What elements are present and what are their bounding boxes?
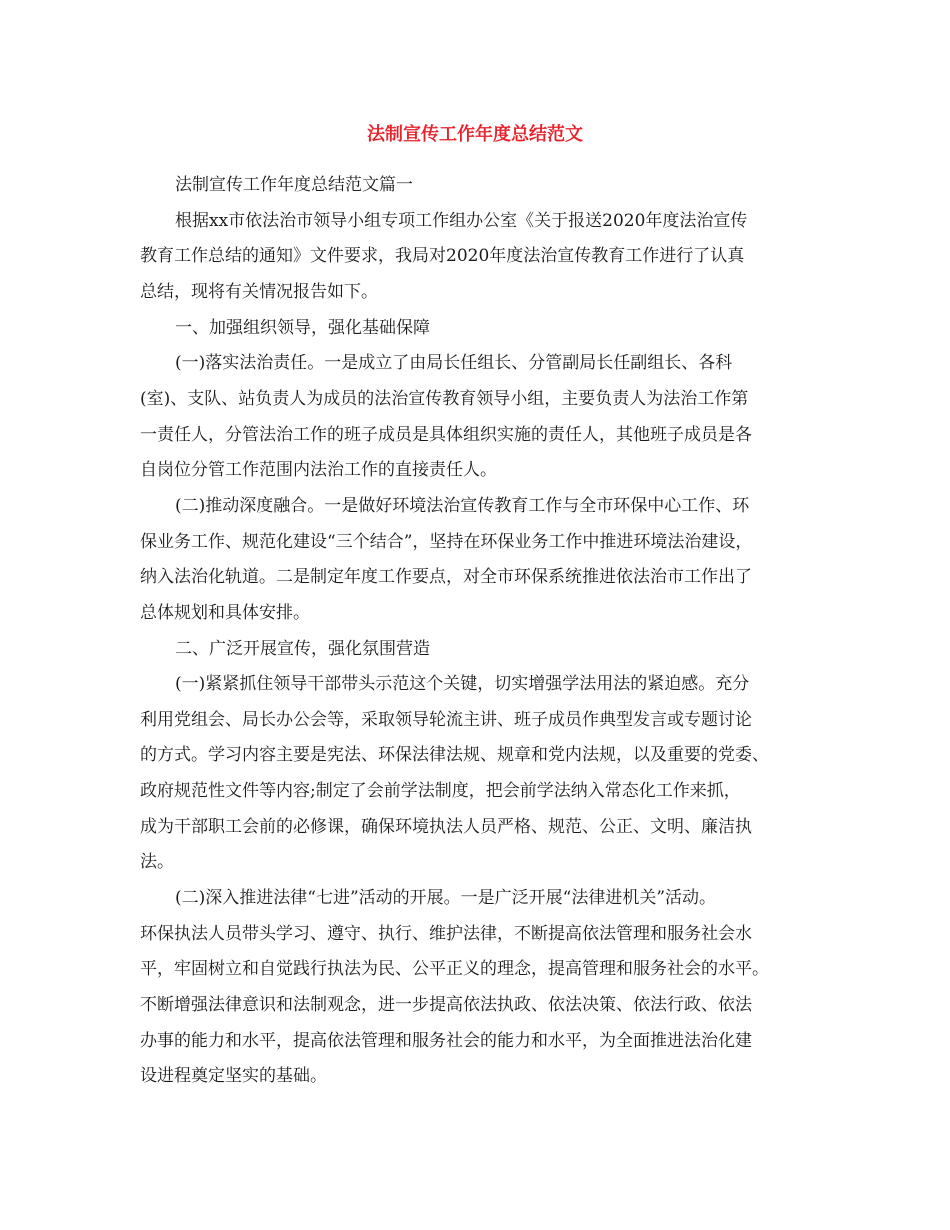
section-heading: 一、加强组织领导，强化基础保障	[175, 318, 430, 338]
paragraph-line: 一责任人，分管法治工作的班子成员是具体组织实施的责任人，其他班子成员是各	[140, 425, 752, 445]
paragraph-line: 教育工作总结的通知》文件要求，我局对2020年度法治宣传教育工作进行了认真	[140, 246, 745, 266]
paragraph-line: (室)、支队、站负责人为成员的法治宣传教育领导小组，主要负责人为法治工作第	[140, 389, 749, 409]
paragraph-line: (一)落实法治责任。一是成立了由局长任组长、分管副局长任副组长、各科	[175, 353, 733, 373]
paragraph-line: 法制宣传工作年度总结范文篇一	[175, 175, 413, 195]
paragraph-line: 设进程奠定坚实的基础。	[140, 1066, 327, 1086]
document-title: 法制宣传工作年度总结范文	[367, 124, 583, 145]
paragraph-line: 成为干部职工会前的必修课，确保环境执法人员严格、规范、公正、文明、廉洁执	[140, 817, 752, 837]
paragraph-line: 政府规范性文件等内容;制定了会前学法制度，把会前学法纳入常态化工作来抓，	[140, 781, 741, 801]
paragraph-line: (二)深入推进法律“七进”活动的开展。一是广泛开展“法律进机关”活动。	[175, 888, 717, 908]
paragraph-line: 利用党组会、局长办公会等，采取领导轮流主讲、班子成员作典型发言或专题讨论	[140, 710, 752, 730]
paragraph-line: 不断增强法律意识和法制观念，进一步提高依法执政、依法决策、依法行政、依法	[140, 995, 752, 1015]
paragraph-line: 平，牢固树立和自觉践行执法为民、公平正义的理念，提高管理和服务社会的水平。	[140, 959, 769, 979]
paragraph-line: 的方式。学习内容主要是宪法、环保法律法规、规章和党内法规，以及重要的党委、	[140, 745, 769, 765]
paragraph-line: 总结，现将有关情况报告如下。	[140, 282, 378, 302]
paragraph-line: 根据xx市依法治市领导小组专项工作组办公室《关于报送2020年度法治宣传	[175, 211, 748, 231]
paragraph-line: 总体规划和具体安排。	[140, 603, 310, 623]
paragraph-line: 环保执法人员带头学习、遵守、执行、维护法律，不断提高依法管理和服务社会水	[140, 924, 752, 944]
paragraph-line: 纳入法治化轨道。二是制定年度工作要点，对全市环保系统推进依法治市工作出了	[140, 567, 752, 587]
paragraph-line: 法。	[140, 852, 174, 872]
section-heading: 二、广泛开展宣传，强化氛围营造	[175, 639, 430, 659]
paragraph-line: (二)推动深度融合。一是做好环境法治宣传教育工作与全市环保中心工作、环	[175, 496, 750, 516]
paragraph-line: 办事的能力和水平，提高依法管理和服务社会的能力和水平，为全面推进法治化建	[140, 1031, 752, 1051]
paragraph-line: (一)紧紧抓住领导干部带头示范这个关键，切实增强学法用法的紧迫感。充分	[175, 674, 750, 694]
paragraph-line: 保业务工作、规范化建设“三个结合”，坚持在环保业务工作中推进环境法治建设，	[140, 532, 753, 552]
paragraph-line: 自岗位分管工作范围内法治工作的直接责任人。	[140, 460, 497, 480]
